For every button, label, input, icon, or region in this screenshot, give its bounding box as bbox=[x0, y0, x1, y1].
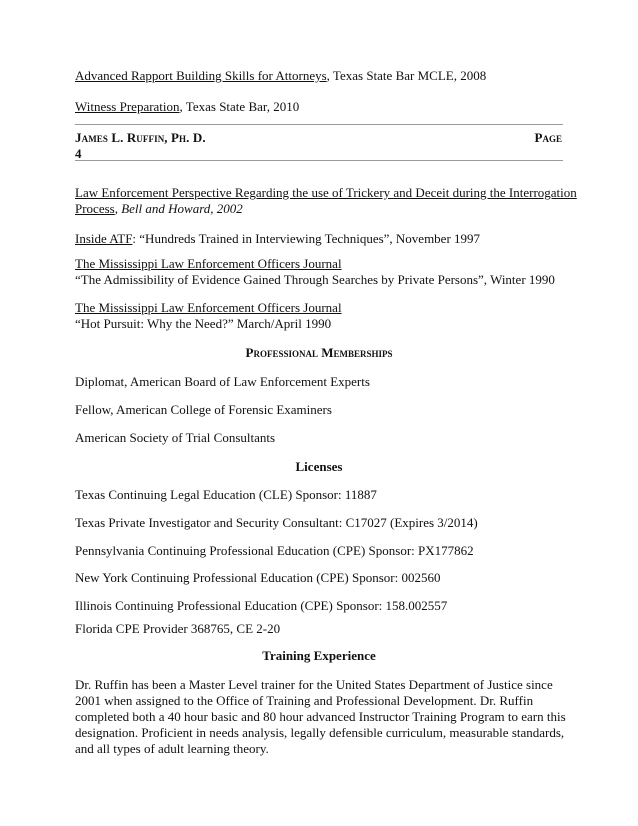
pub-mississippi-article-1: “The Admissibility of Evidence Gained Through Searches by Private Persons”, Winter 1990 bbox=[75, 272, 555, 287]
entry-details: , Texas State Bar, 2010 bbox=[179, 99, 300, 114]
pub-mississippi-article-2: “Hot Pursuit: Why the Need?” March/April 1990 bbox=[75, 316, 332, 331]
entry-witness-preparation bbox=[75, 99, 299, 115]
header-author-name: James L. Ruffin, Ph. D. bbox=[75, 130, 206, 145]
entry-title: Witness Preparation bbox=[75, 99, 180, 114]
pub-mississippi-journal-1 bbox=[75, 256, 342, 272]
training-paragraph-line: designation. Proficient in needs analysis, legally defensible curriculum, measurable standards, bbox=[75, 725, 565, 740]
entry-details: , Texas State Bar MCLE, 2008 bbox=[326, 68, 487, 83]
membership-item: Diplomat, American Board of Law Enforcement Experts bbox=[75, 374, 370, 389]
license-item: Texas Private Investigator and Security Consultant: C17027 (Expires 3/2014) bbox=[75, 515, 478, 530]
license-item: Pennsylvania Continuing Professional Education (CPE) Sponsor: PX177862 bbox=[75, 543, 474, 558]
pub-details: : “Hundreds Trained in Interviewing Techniques”, November 1997 bbox=[132, 231, 481, 246]
membership-item: American Society of Trial Consultants bbox=[75, 430, 276, 445]
header-page-label: Page bbox=[534, 130, 562, 145]
licenses-heading: Licenses bbox=[295, 459, 343, 474]
training-paragraph-line: 2001 when assigned to the Office of Training and Professional Development. Dr. Ruffin bbox=[75, 693, 534, 708]
license-item: Texas Continuing Legal Education (CLE) Sponsor: 11887 bbox=[75, 487, 377, 502]
membership-item: Fellow, American College of Forensic Examiners bbox=[75, 402, 332, 417]
pub-title-end: Process bbox=[75, 201, 115, 216]
entry-rapport-building bbox=[75, 68, 486, 84]
license-item: New York Continuing Professional Education (CPE) Sponsor: 002560 bbox=[75, 570, 441, 585]
pub-law-enforcement-line2 bbox=[75, 201, 243, 217]
memberships-heading: Professional Memberships bbox=[245, 345, 393, 360]
entry-title: Advanced Rapport Building Skills for Attorneys bbox=[75, 68, 327, 83]
license-item: Illinois Continuing Professional Education (CPE) Sponsor: 158.002557 bbox=[75, 598, 448, 613]
pub-journal: The Mississippi Law Enforcement Officers Journal bbox=[75, 256, 342, 271]
header-bottom-rule bbox=[75, 160, 563, 161]
pub-mississippi-journal-2 bbox=[75, 300, 342, 316]
pub-authors: , Bell and Howard, 2002 bbox=[114, 201, 243, 216]
pub-inside-atf bbox=[75, 231, 480, 247]
training-paragraph-line: Dr. Ruffin has been a Master Level trainer for the United States Department of Justice since bbox=[75, 677, 553, 692]
pub-title: Law Enforcement Perspective Regarding the use of Trickery and Deceit during the Interrogation bbox=[75, 185, 577, 200]
header-page-number: 4 bbox=[75, 146, 82, 161]
pub-title: Inside ATF bbox=[75, 231, 133, 246]
header-top-rule bbox=[75, 124, 563, 125]
license-item: Florida CPE Provider 368765, CE 2-20 bbox=[75, 621, 281, 636]
training-paragraph-line: and all types of adult learning theory. bbox=[75, 741, 269, 756]
training-paragraph-line: completed both a 40 hour basic and 80 hour advanced Instructor Training Program to earn this bbox=[75, 709, 566, 724]
pub-journal: The Mississippi Law Enforcement Officers Journal bbox=[75, 300, 342, 315]
training-heading: Training Experience bbox=[262, 648, 376, 663]
pub-law-enforcement-line1 bbox=[75, 185, 577, 201]
